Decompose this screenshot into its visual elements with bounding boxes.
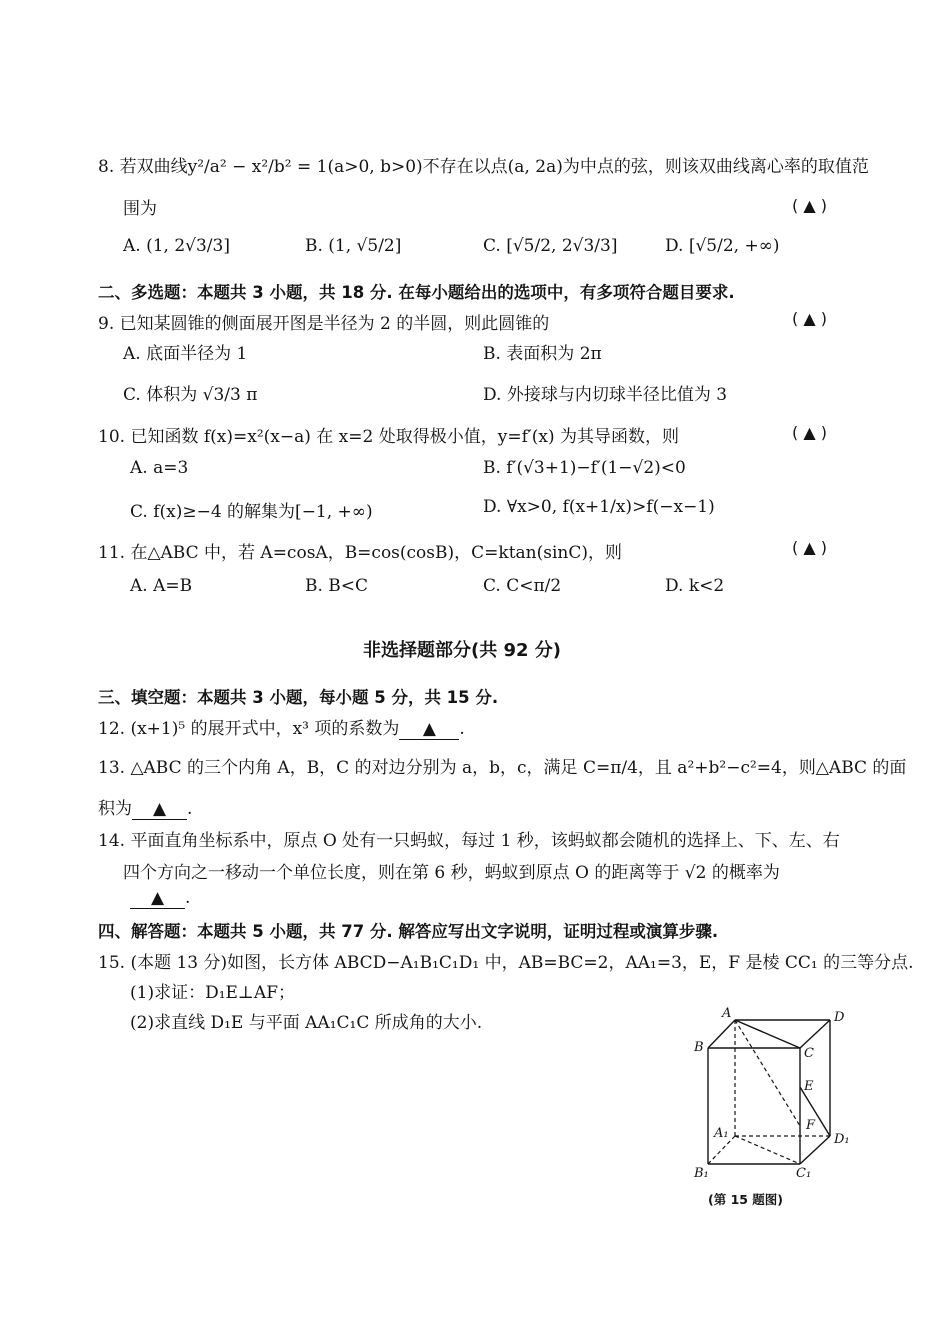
q10-option-a: A. a=3 <box>130 458 189 478</box>
q8-stem: 8. 若双曲线y²/a² − x²/b² = 1(a>0, b>0)不存在以点(a, 2a)为中点的弦，则该双曲线离心率的取值范 <box>98 157 869 177</box>
q8-answer-mark: ( ▲ ) <box>792 196 827 215</box>
q13-stem-cont: 积为 <box>98 799 132 819</box>
q14-blank: ▲ <box>130 888 185 909</box>
q13-blank: ▲ <box>132 799 187 820</box>
segment-ac <box>735 1020 800 1048</box>
section-2-heading: 二、多选题：本题共 3 小题，共 18 分. 在每小题给出的选项中，有多项符合题目要求. <box>98 283 735 302</box>
q12 <box>98 714 465 740</box>
segment-af <box>735 1020 800 1126</box>
q13-end: . <box>187 799 193 819</box>
q10-option-d: D. ∀x>0, f(x+1/x)>f(−x−1) <box>483 497 715 517</box>
q11-option-d: D. k<2 <box>665 576 725 596</box>
edge-c1d1 <box>800 1136 830 1164</box>
section-3-heading: 三、填空题：本题共 3 小题，每小题 5 分，共 15 分. <box>98 688 499 707</box>
q10-option-b: B. f′(√3+1)−f′(1−√2)<0 <box>483 458 686 478</box>
q13-stem: 13. △ABC 的三个内角 A，B，C 的对边分别为 a，b，c，满足 C=π/4，且 a²+b²−c²=4，则△ABC 的面 <box>98 758 907 778</box>
q8-stem-cont: 围为 <box>123 199 157 219</box>
q15-figure <box>690 1006 860 1206</box>
label-a: A <box>722 1006 732 1021</box>
q9-option-a: A. 底面半径为 1 <box>123 344 248 364</box>
label-d: D <box>834 1010 845 1025</box>
label-d1: D₁ <box>834 1132 850 1147</box>
q11-answer-mark: ( ▲ ) <box>792 538 827 557</box>
q11-option-a: A. A=B <box>130 576 193 596</box>
q15-part-1: (1)求证：D₁E⊥AF； <box>130 983 295 1003</box>
q9-option-d: D. 外接球与内切球半径比值为 3 <box>483 385 728 405</box>
box-diagram <box>690 1006 860 1206</box>
q11-option-c: C. C<π/2 <box>483 576 562 596</box>
q11-option-b: B. B<C <box>305 576 369 596</box>
label-b: B <box>694 1040 704 1055</box>
q12-blank: ▲ <box>399 719 459 740</box>
edge-dc <box>800 1020 830 1048</box>
q8-option-c: C. [√5/2, 2√3/3] <box>483 236 618 256</box>
q15-part-2: (2)求直线 D₁E 与平面 AA₁C₁C 所成角的大小. <box>130 1013 483 1033</box>
part-2-title: 非选择题部分(共 92 分) <box>363 640 562 661</box>
q9-option-b: B. 表面积为 2π <box>483 344 602 364</box>
q10-stem: 10. 已知函数 f(x)=x²(x−a) 在 x=2 处取得极小值，y=f′(x) 为其导函数，则 <box>98 427 679 447</box>
q14-answer <box>130 888 190 909</box>
q9-stem: 9. 已知某圆锥的侧面展开图是半径为 2 的半圆，则此圆锥的 <box>98 314 550 334</box>
q11-stem: 11. 在△ABC 中，若 A=cosA，B=cos(cosB)，C=ktan(sinC)，则 <box>98 543 622 563</box>
label-b1: B₁ <box>694 1166 709 1181</box>
label-a1: A₁ <box>714 1126 729 1141</box>
label-e: E <box>804 1079 814 1094</box>
q13-cont <box>98 794 192 820</box>
q8-option-a: A. (1, 2√3/3] <box>123 236 230 256</box>
label-c1: C₁ <box>796 1166 812 1181</box>
q8-option-b: B. (1, √5/2] <box>305 236 402 256</box>
q12-stem: 12. (x+1)⁵ 的展开式中，x³ 项的系数为 <box>98 719 400 739</box>
q8-option-d: D. [√5/2, +∞) <box>665 236 780 256</box>
label-c: C <box>804 1046 814 1061</box>
q9-answer-mark: ( ▲ ) <box>792 309 827 328</box>
q12-end: . <box>459 719 465 739</box>
segment-a1c1 <box>735 1136 800 1164</box>
q14-end: . <box>185 888 191 908</box>
section-4-heading: 四、解答题：本题共 5 小题，共 77 分. 解答应写出文字说明，证明过程或演算步骤. <box>98 922 719 941</box>
q10-option-c: C. f(x)≥−4 的解集为[−1, +∞) <box>130 502 373 522</box>
label-f: F <box>806 1118 816 1133</box>
q10-answer-mark: ( ▲ ) <box>792 423 827 442</box>
edge-ab <box>708 1020 735 1048</box>
q14-line-2: 四个方向之一移动一个单位长度，则在第 6 秒，蚂蚁到原点 O 的距离等于 √2 的概率为 <box>123 863 780 883</box>
q9-option-c: C. 体积为 √3/3 π <box>123 385 258 405</box>
q14-line-1: 14. 平面直角坐标系中，原点 O 处有一只蚂蚁，每过 1 秒，该蚂蚁都会随机的选择上、下、左、右 <box>98 831 840 851</box>
figure-caption: (第 15 题图) <box>708 1192 784 1207</box>
q15-stem: 15. (本题 13 分)如图，长方体 ABCD−A₁B₁C₁D₁ 中，AB=BC=2，AA₁=3，E，F 是棱 CC₁ 的三等分点. <box>98 953 914 973</box>
